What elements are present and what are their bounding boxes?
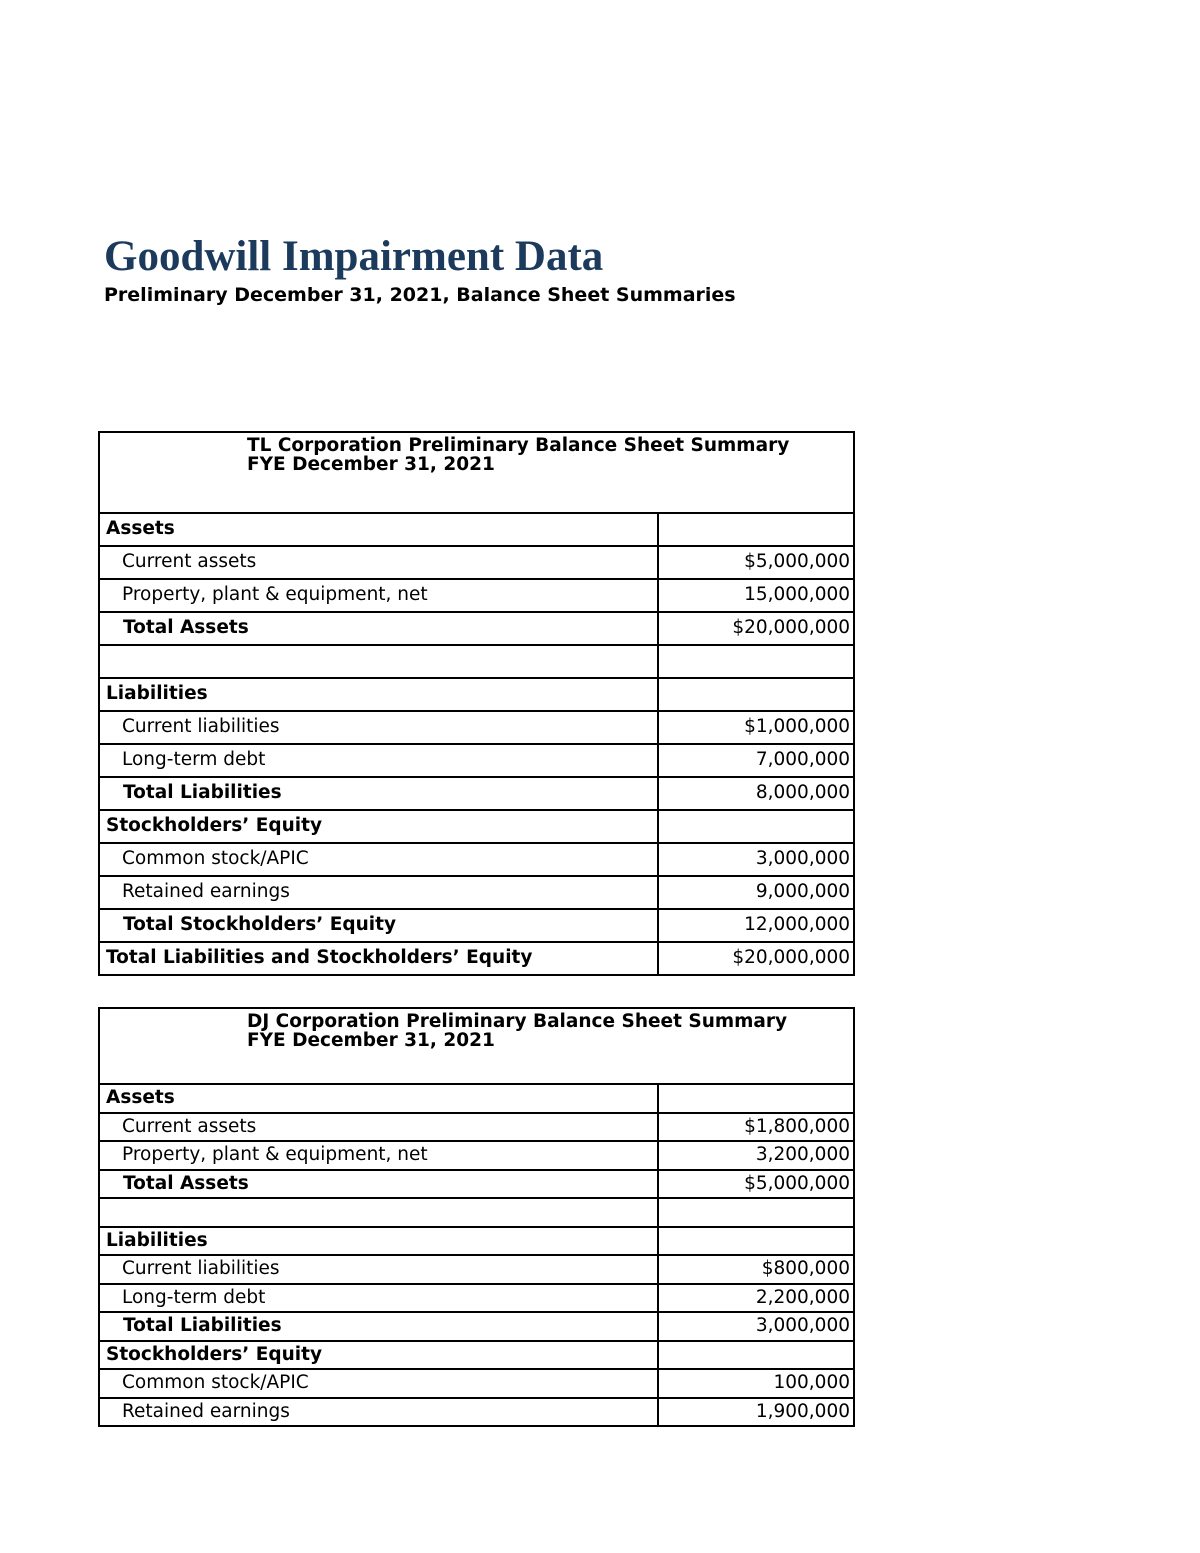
table-row: [99, 1312, 854, 1341]
row-value: 7,000,000: [658, 744, 854, 777]
row-label: Total Stockholders’ Equity: [99, 909, 658, 942]
table-row: [99, 546, 854, 579]
table-header-row: [99, 432, 854, 513]
table-row: [99, 909, 854, 942]
row-value: [658, 1227, 854, 1256]
table-row: [99, 777, 854, 810]
tl-balance-sheet-table: [98, 431, 855, 976]
row-value: [658, 513, 854, 546]
row-label: Common stock/APIC: [99, 843, 658, 876]
table-row: [99, 678, 854, 711]
row-value: 8,000,000: [658, 777, 854, 810]
row-value: 9,000,000: [658, 876, 854, 909]
table-row: [99, 1198, 854, 1227]
table-row: [99, 1113, 854, 1142]
table-row: [99, 744, 854, 777]
table-row: [99, 843, 854, 876]
row-label: Property, plant & equipment, net: [99, 579, 658, 612]
table-heading-line: FYE December 31, 2021: [247, 453, 495, 475]
table-header-row: [99, 1008, 854, 1084]
table-heading-line: FYE December 31, 2021: [247, 1029, 495, 1051]
page-title: Goodwill Impairment Data: [104, 233, 604, 280]
table-heading-line: TL Corporation Preliminary Balance Sheet Summary: [247, 435, 790, 456]
row-label: Current liabilities: [99, 711, 658, 744]
table-row: [99, 612, 854, 645]
row-label: Total Assets: [99, 1170, 658, 1199]
table-row: [99, 1170, 854, 1199]
row-value: 15,000,000: [658, 579, 854, 612]
row-value: 1,900,000: [658, 1398, 854, 1427]
page-subtitle: Preliminary December 31, 2021, Balance Sheet Summaries: [104, 284, 736, 306]
table-row: [99, 1141, 854, 1170]
table-row: [99, 645, 854, 678]
row-label: [99, 1198, 658, 1227]
row-value: $20,000,000: [658, 942, 854, 975]
table-row: [99, 513, 854, 546]
row-value: 3,000,000: [658, 843, 854, 876]
table-row: [99, 1341, 854, 1370]
row-value: [658, 645, 854, 678]
row-value: [658, 1341, 854, 1370]
row-label: Current liabilities: [99, 1255, 658, 1284]
dj-balance-sheet-table: [98, 1007, 855, 1427]
row-value: 100,000: [658, 1369, 854, 1398]
table-row: [99, 1084, 854, 1113]
table-row: [99, 1398, 854, 1427]
row-value: [658, 1084, 854, 1113]
table-row: [99, 876, 854, 909]
row-label: Assets: [99, 513, 658, 546]
table-row: [99, 1227, 854, 1256]
table-row: [99, 1284, 854, 1313]
row-label: Stockholders’ Equity: [99, 810, 658, 843]
row-label: Total Liabilities: [99, 1312, 658, 1341]
table-heading: [99, 432, 854, 513]
row-value: $1,800,000: [658, 1113, 854, 1142]
row-value: 2,200,000: [658, 1284, 854, 1313]
row-label: Assets: [99, 1084, 658, 1113]
table-row: [99, 711, 854, 744]
table-row: [99, 942, 854, 975]
row-label: Retained earnings: [99, 1398, 658, 1427]
table-row: [99, 1369, 854, 1398]
row-label: Current assets: [99, 1113, 658, 1142]
row-label: [99, 645, 658, 678]
row-value: 3,200,000: [658, 1141, 854, 1170]
row-value: $1,000,000: [658, 711, 854, 744]
row-value: $800,000: [658, 1255, 854, 1284]
table-row: [99, 579, 854, 612]
table-heading: [99, 1008, 854, 1084]
row-label: Long-term debt: [99, 744, 658, 777]
row-value: 12,000,000: [658, 909, 854, 942]
row-label: Liabilities: [99, 1227, 658, 1256]
row-label: Stockholders’ Equity: [99, 1341, 658, 1370]
table-row: [99, 810, 854, 843]
row-label: Common stock/APIC: [99, 1369, 658, 1398]
row-label: Current assets: [99, 546, 658, 579]
row-label: Liabilities: [99, 678, 658, 711]
row-value: $20,000,000: [658, 612, 854, 645]
row-value: $5,000,000: [658, 546, 854, 579]
row-value: [658, 810, 854, 843]
row-label: Total Liabilities and Stockholders’ Equity: [99, 942, 658, 975]
table-heading-line: DJ Corporation Preliminary Balance Sheet Summary: [247, 1011, 788, 1032]
row-label: Total Assets: [99, 612, 658, 645]
row-label: Retained earnings: [99, 876, 658, 909]
table-row: [99, 1255, 854, 1284]
row-label: Total Liabilities: [99, 777, 658, 810]
row-value: 3,000,000: [658, 1312, 854, 1341]
row-label: Long-term debt: [99, 1284, 658, 1313]
row-value: [658, 678, 854, 711]
row-value: $5,000,000: [658, 1170, 854, 1199]
row-value: [658, 1198, 854, 1227]
row-label: Property, plant & equipment, net: [99, 1141, 658, 1170]
